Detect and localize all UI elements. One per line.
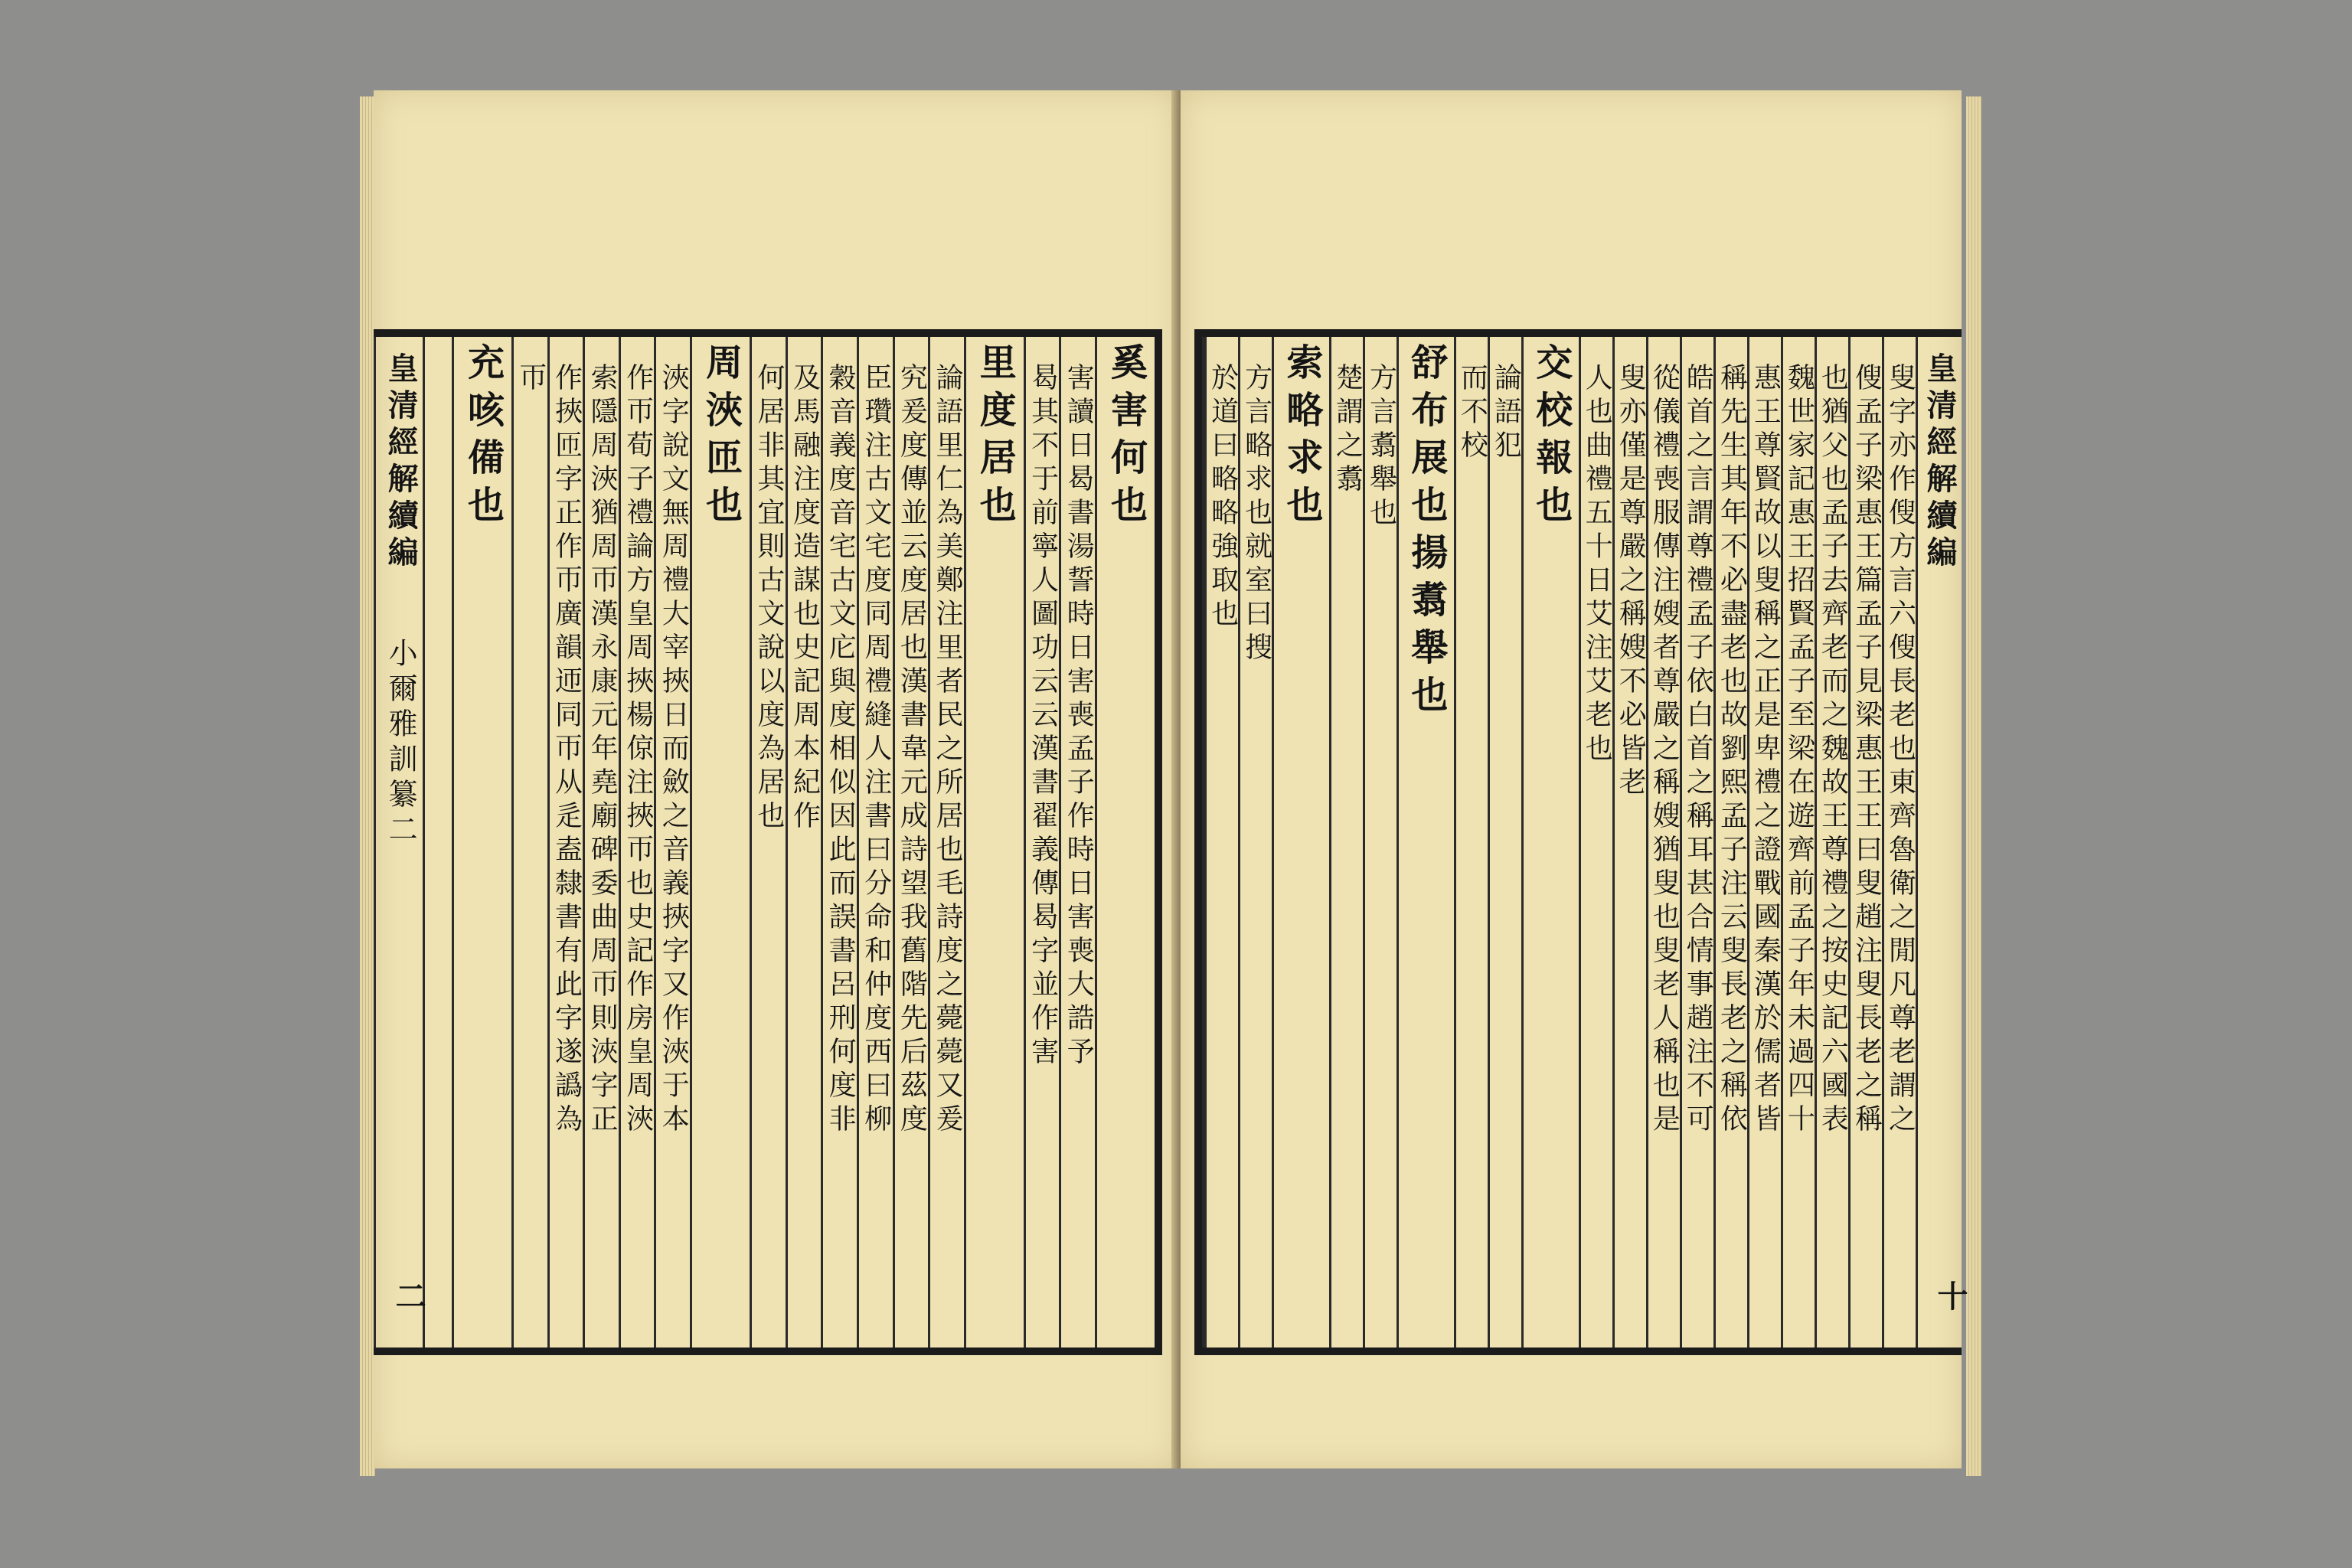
annotation-line: 從儀禮喪服傳注嫂者尊嚴之稱嫂猶叟也叟老人稱也是	[1646, 337, 1680, 1348]
right-text-columns	[1202, 337, 1968, 1348]
annotation-line: 論語里仁為美鄭注里者民之所居也毛詩度之薨薨又爰	[928, 337, 964, 1348]
annotation-line: 楚謂之翥	[1329, 337, 1363, 1348]
left-page	[374, 90, 1178, 1468]
entry-heading: 舒布展也揚翥舉也	[1396, 337, 1454, 1348]
annotation-line: 人也曲禮五十日艾注艾老也	[1579, 337, 1612, 1348]
annotation-line: 及馬融注度造謀也史記周本紀作	[786, 337, 822, 1348]
annotation-line: 方言略求也就室曰搜	[1238, 337, 1272, 1348]
annotation-line: 穀音義度音宅古文庀與度相似因此而誤書呂刑何度非	[821, 337, 857, 1348]
entry-heading: 里度居也	[964, 337, 1024, 1348]
annotation-line: 浹字說文無周禮大宰挾日而斂之音義挾字又作浹于本	[654, 337, 690, 1348]
spine-page-number: 二	[390, 1280, 427, 1317]
spine-book-title: 皇清經解續編	[1922, 352, 1958, 573]
annotation-line: 曷其不于前寧人圖功云云漢書翟義傳曷字並作害	[1024, 337, 1060, 1348]
annotation-line: 帀	[511, 337, 547, 1348]
right-page-spine	[1916, 337, 1968, 1348]
annotation-line: 作挾匝字正作帀廣韻迊同帀从辵盍隸書有此字遂譌為	[547, 337, 583, 1348]
annotation-line: 叟字亦作傁方言六傁長老也東齊魯衛之閒凡尊老謂之	[1882, 337, 1916, 1348]
annotation-line: 害讀日曷書湯誓時日害喪孟子作時日害喪大誥予	[1059, 337, 1095, 1348]
left-text-columns	[374, 337, 1155, 1348]
annotation-line: 何居非其宜則古文說以度為居也	[750, 337, 786, 1348]
annotation-line: 稱先生其年不必盡老也故劉熙孟子注云叟長老之稱依	[1713, 337, 1747, 1348]
entry-heading: 奚害何也	[1095, 337, 1155, 1348]
right-page-frame	[1194, 329, 1968, 1355]
right-page-edges	[1966, 96, 1981, 1476]
annotation-line: 方言翥舉也	[1363, 337, 1396, 1348]
annotation-line: 也猶父也孟子去齊老而之魏故王尊禮之按史記六國表	[1815, 337, 1848, 1348]
spine-section: 小爾雅訓纂二	[384, 638, 418, 849]
annotation-line: 究爰度傳並云度居也漢書韋元成詩望我舊階先后茲度	[893, 337, 929, 1348]
left-page-frame	[374, 329, 1162, 1355]
annotation-line: 傁孟子梁惠王篇孟子見梁惠王王曰叟趙注叟長老之稱	[1848, 337, 1882, 1348]
annotation-line: 索隱周浹猶周帀漢永康元年堯廟碑委曲周帀則浹字正	[583, 337, 619, 1348]
annotation-line: 魏世家記惠王招賢孟子至梁在遊齊前孟子年未過四十	[1781, 337, 1815, 1348]
entry-heading: 周浹匝也	[690, 337, 750, 1348]
spine-book-title: 皇清經解續編	[383, 352, 420, 573]
annotation-line: 皓首之言謂尊禮孟子依白首之稱耳甚合情事趙注不可	[1680, 337, 1713, 1348]
entry-heading: 交校報也	[1521, 337, 1579, 1348]
annotation-line: 作帀荀子禮論方皇周挾楊倞注挾帀也史記作房皇周浹	[619, 337, 655, 1348]
left-page-edges	[360, 96, 375, 1476]
right-page	[1181, 90, 1968, 1468]
spine-page-number: 十	[1932, 1280, 1968, 1317]
annotation-line: 而不校	[1454, 337, 1488, 1348]
annotation-line: 叟亦僅是尊嚴之稱嫂不必皆老	[1612, 337, 1646, 1348]
entry-heading: 充咳備也	[452, 337, 511, 1348]
annotation-line: 臣瓚注古文宅度同周禮縫人注書曰分命和仲度西曰柳	[857, 337, 893, 1348]
entry-heading: 索略求也	[1272, 337, 1329, 1348]
annotation-line: 惠王尊賢故以叟稱之正是卑禮之證戰國秦漢於儒者皆	[1747, 337, 1781, 1348]
open-book	[360, 90, 1981, 1476]
annotation-line: 論語犯	[1488, 337, 1521, 1348]
blank-column	[423, 337, 452, 1348]
left-page-spine	[374, 337, 427, 1348]
annotation-line: 於道曰略略強取也	[1204, 337, 1238, 1348]
